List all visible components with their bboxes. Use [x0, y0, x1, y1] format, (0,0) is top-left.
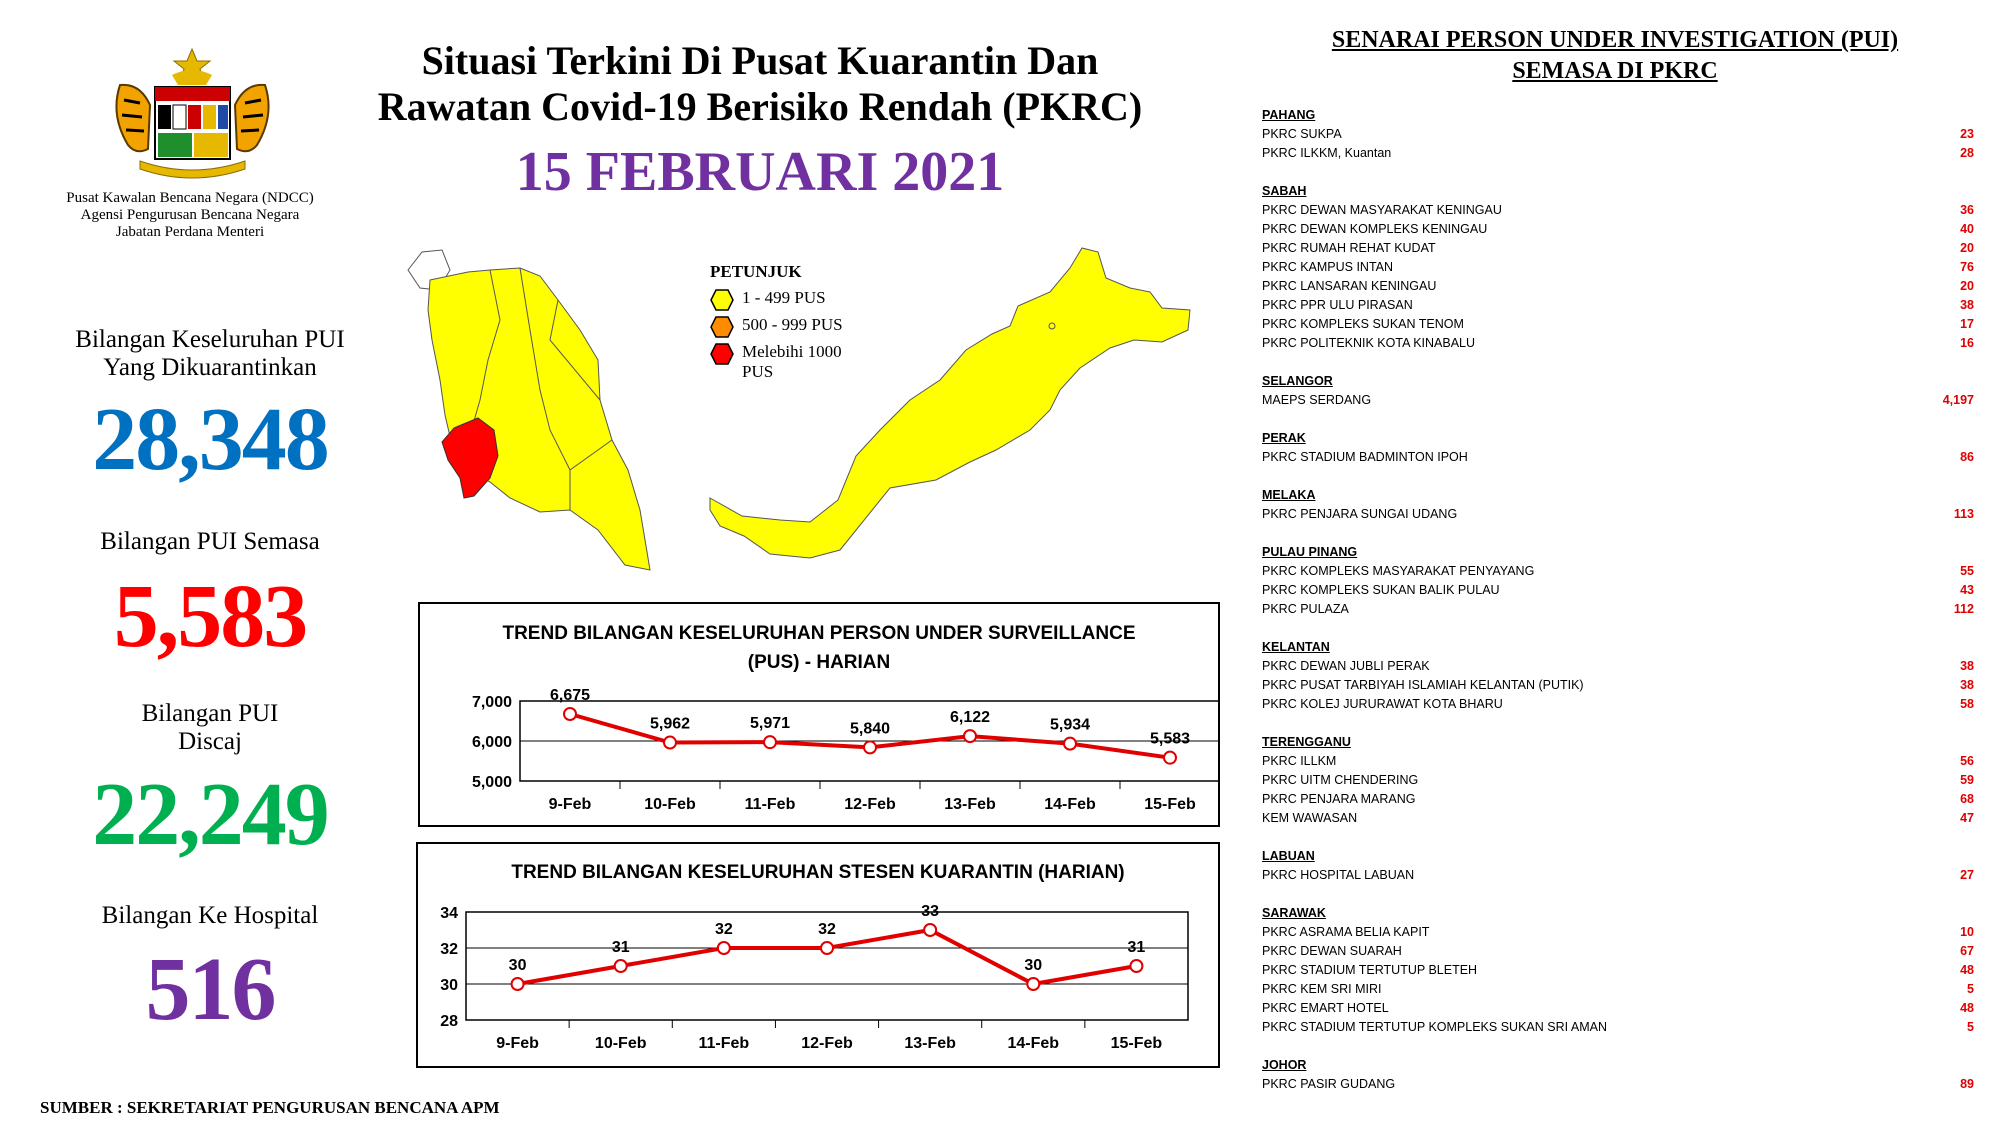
pus-chart-plot: [420, 604, 1218, 825]
y-tick-label: 32: [440, 941, 458, 958]
facility-name: MAEPS SERDANG: [1262, 393, 1372, 407]
hexagon-orange-icon: [710, 316, 734, 338]
state-heading: PAHANG: [1262, 108, 1316, 122]
data-point: [821, 942, 833, 954]
facility-name: PKRC STADIUM TERTUTUP BLETEH: [1262, 963, 1478, 977]
page-title-line2: Rawatan Covid-19 Berisiko Rendah (PKRC): [377, 84, 1143, 129]
facility-row: [1262, 315, 1974, 334]
pus-chart-title-line1: TREND BILANGAN KESELURUHAN PERSON UNDER SURVEILLANCE: [502, 623, 1136, 644]
facility-count: 48: [1960, 1001, 1974, 1015]
facility-row: [1262, 1075, 1974, 1094]
facility-name: PKRC DEWAN MASYARAKAT KENINGAU: [1262, 203, 1502, 217]
x-tick-label: 9-Feb: [548, 796, 592, 813]
facility-row: [1262, 220, 1974, 239]
labuan-island: [1049, 323, 1055, 329]
data-point: [664, 737, 676, 749]
facility-row: [1262, 942, 1974, 961]
y-tick-label: 28: [440, 1013, 458, 1030]
facility-name: PKRC PUSAT TARBIYAH ISLAMIAH KELANTAN (PUTIK): [1262, 678, 1584, 692]
station-chart-title: TREND BILANGAN KESELURUHAN STESEN KUARANTIN (HARIAN): [511, 862, 1125, 883]
facility-row: [1262, 125, 1974, 144]
facility-count: 20: [1960, 279, 1974, 293]
y-tick-label: 34: [440, 905, 458, 922]
facility-name: PKRC KOMPLEKS SUKAN TENOM: [1262, 317, 1464, 331]
discharged-pui-label-line1: Bilangan PUI: [141, 700, 279, 727]
facility-row: [1262, 657, 1974, 676]
x-tick-label: 10-Feb: [644, 796, 696, 813]
x-tick-label: 14-Feb: [1007, 1035, 1060, 1052]
facility-name: PKRC DEWAN JUBLI PERAK: [1262, 659, 1430, 673]
facility-row: [1262, 144, 1974, 163]
facility-count: 67: [1960, 944, 1974, 958]
page-title-line1: Situasi Terkini Di Pusat Kuarantin Dan: [421, 38, 1099, 83]
facility-row: [1262, 581, 1974, 600]
quarantine-station-trend-chart: [416, 842, 1220, 1068]
x-tick-label: 13-Feb: [904, 1035, 956, 1052]
pui-list: [1262, 106, 1974, 1094]
org-line-3: Jabatan Perdana Menteri: [115, 224, 265, 240]
x-tick-label: 9-Feb: [496, 1035, 539, 1052]
coat-of-arms-logo: [100, 45, 285, 180]
data-label: 31: [1127, 939, 1146, 956]
data-label: 5,583: [1149, 730, 1191, 748]
list-spacer: [1262, 353, 1974, 372]
list-spacer: [1262, 524, 1974, 543]
data-point: [764, 736, 776, 748]
facility-name: PKRC RUMAH REHAT KUDAT: [1262, 241, 1436, 255]
station-chart-plot: [418, 844, 1218, 1066]
series-line: [518, 930, 1137, 984]
hexagon-red-icon: [710, 343, 734, 365]
x-tick-label: 11-Feb: [698, 1035, 750, 1052]
pus-chart-title-line2: (PUS) - HARIAN: [747, 652, 891, 673]
pui-list-title: [1240, 25, 1990, 87]
facility-row: [1262, 277, 1974, 296]
facility-name: PKRC UITM CHENDERING: [1262, 773, 1419, 787]
facility-row: [1262, 676, 1974, 695]
legend-item-low: [710, 288, 910, 311]
hospital-label: Bilangan Ke Hospital: [101, 902, 319, 929]
data-label: 5,934: [1049, 716, 1091, 734]
facility-name: PKRC HOSPITAL LABUAN: [1262, 868, 1415, 882]
x-tick-label: 12-Feb: [844, 796, 896, 813]
x-tick-label: 15-Feb: [1144, 796, 1196, 813]
facility-row: [1262, 391, 1974, 410]
legend-item-medium-label: 500 - 999 PUS: [742, 315, 843, 334]
total-pui-value: 28,348: [92, 390, 328, 489]
map-legend: [710, 262, 910, 386]
y-tick-label: 7,000: [471, 694, 512, 711]
facility-count: 48: [1960, 963, 1974, 977]
facility-name: PKRC KOMPLEKS SUKAN BALIK PULAU: [1262, 583, 1500, 597]
facility-row: [1262, 866, 1974, 885]
x-tick-label: 12-Feb: [801, 1035, 853, 1052]
facility-count: 17: [1960, 317, 1974, 331]
list-spacer: [1262, 163, 1974, 182]
state-heading: SABAH: [1262, 184, 1307, 198]
state-heading: PERAK: [1262, 431, 1306, 445]
facility-count: 40: [1960, 222, 1974, 236]
state-heading: LABUAN: [1262, 849, 1315, 863]
facility-count: 23: [1960, 127, 1974, 141]
facility-count: 5: [1967, 982, 1974, 996]
legend-item-high: [710, 342, 910, 382]
facility-row: [1262, 999, 1974, 1018]
org-line-2: Agensi Pengurusan Bencana Negara: [80, 207, 300, 223]
facility-name: PKRC DEWAN KOMPLEKS KENINGAU: [1262, 222, 1488, 236]
x-tick-label: 11-Feb: [744, 796, 796, 813]
data-point: [1164, 752, 1176, 764]
data-label: 32: [818, 921, 836, 938]
discharged-pui-value: 22,249: [92, 765, 328, 864]
data-point: [1064, 738, 1076, 750]
facility-row: [1262, 258, 1974, 277]
facility-count: 38: [1960, 298, 1974, 312]
data-point: [1130, 960, 1142, 972]
facility-name: PKRC POLITEKNIK KOTA KINABALU: [1262, 336, 1476, 350]
x-tick-label: 10-Feb: [594, 1035, 647, 1052]
x-tick-label: 15-Feb: [1110, 1035, 1163, 1052]
facility-count: 47: [1960, 811, 1974, 825]
facility-name: PKRC STADIUM BADMINTON IPOH: [1262, 450, 1468, 464]
list-spacer: [1262, 467, 1974, 486]
org-line-1: Pusat Kawalan Bencana Negara (NDCC): [66, 190, 314, 206]
x-tick-label: 13-Feb: [944, 796, 996, 813]
facility-name: PKRC PPR ULU PIRASAN: [1262, 298, 1413, 312]
legend-item-high-label: Melebihi 1000 PUS: [742, 342, 842, 381]
facility-count: 89: [1960, 1077, 1974, 1091]
facility-row: [1262, 448, 1974, 467]
data-label: 6,675: [549, 687, 591, 704]
data-label: 30: [508, 957, 527, 974]
facility-count: 28: [1960, 146, 1974, 160]
facility-row: [1262, 980, 1974, 999]
facility-row: [1262, 809, 1974, 828]
facility-name: PKRC KAMPUS INTAN: [1262, 260, 1394, 274]
data-point: [512, 978, 524, 990]
facility-row: [1262, 600, 1974, 619]
facility-count: 4,197: [1942, 393, 1974, 407]
list-spacer: [1262, 828, 1974, 847]
facility-name: PKRC DEWAN SUARAH: [1262, 944, 1402, 958]
facility-count: 27: [1960, 868, 1974, 882]
facility-count: 56: [1960, 754, 1974, 768]
discharged-pui-label: [40, 700, 380, 756]
report-date: 15 FEBRUARI 2021: [515, 141, 1005, 203]
list-spacer: [1262, 885, 1974, 904]
source-note: SUMBER : SEKRETARIAT PENGURUSAN BENCANA APM: [40, 1098, 500, 1117]
facility-row: [1262, 923, 1974, 942]
pui-list-title-line2: SEMASA DI PKRC: [1512, 58, 1718, 84]
facility-name: PKRC KOMPLEKS MASYARAKAT PENYAYANG: [1262, 564, 1535, 578]
facility-name: KEM WAWASAN: [1262, 811, 1358, 825]
facility-count: 68: [1960, 792, 1974, 806]
facility-name: PKRC KEM SRI MIRI: [1262, 982, 1382, 996]
facility-count: 59: [1960, 773, 1974, 787]
facility-name: PKRC PENJARA MARANG: [1262, 792, 1416, 806]
total-pui-label: [40, 326, 380, 382]
x-tick-label: 14-Feb: [1044, 796, 1096, 813]
facility-count: 58: [1960, 697, 1974, 711]
list-spacer: [1262, 619, 1974, 638]
page-title: [360, 38, 1160, 130]
data-label: 33: [921, 903, 940, 920]
facility-name: PKRC KOLEJ JURURAWAT KOTA BHARU: [1262, 697, 1503, 711]
facility-count: 36: [1960, 203, 1974, 217]
facility-row: [1262, 961, 1974, 980]
facility-count: 20: [1960, 241, 1974, 255]
facility-row: [1262, 1018, 1974, 1037]
state-heading: KELANTAN: [1262, 640, 1330, 654]
facility-count: 86: [1960, 450, 1974, 464]
data-point: [615, 960, 627, 972]
facility-count: 113: [1953, 507, 1974, 521]
facility-count: 10: [1960, 925, 1974, 939]
facility-name: PKRC EMART HOTEL: [1262, 1001, 1389, 1015]
facility-row: [1262, 752, 1974, 771]
organization-info: [40, 190, 340, 241]
list-spacer: [1262, 410, 1974, 429]
total-pui-label-line2: Yang Dikuarantinkan: [103, 354, 317, 381]
list-spacer: [1262, 714, 1974, 733]
facility-name: PKRC PASIR GUDANG: [1262, 1077, 1396, 1091]
facility-count: 76: [1960, 260, 1974, 274]
state-heading: MELAKA: [1262, 488, 1316, 502]
facility-row: [1262, 505, 1974, 524]
peninsular-malaysia: [428, 268, 650, 570]
data-point: [1027, 978, 1039, 990]
data-point: [564, 708, 576, 720]
data-label: 5,840: [849, 720, 891, 738]
facility-name: PKRC ILLKM: [1262, 754, 1337, 768]
legend-item-medium: [710, 315, 910, 338]
facility-row: [1262, 239, 1974, 258]
state-heading: PULAU PINANG: [1262, 545, 1358, 559]
legend-title: PETUNJUK: [710, 262, 802, 281]
facility-name: PKRC PENJARA SUNGAI UDANG: [1262, 507, 1458, 521]
facility-row: [1262, 334, 1974, 353]
y-tick-label: 30: [440, 977, 458, 994]
data-label: 31: [611, 939, 630, 956]
legend-item-low-label: 1 - 499 PUS: [742, 288, 826, 307]
facility-count: 112: [1953, 602, 1974, 616]
current-pui-label: Bilangan PUI Semasa: [100, 528, 320, 555]
data-label: 32: [714, 921, 733, 938]
data-point: [864, 741, 876, 753]
facility-row: [1262, 201, 1974, 220]
hospital-value: 516: [145, 940, 275, 1039]
current-pui-value: 5,583: [113, 567, 307, 666]
facility-row: [1262, 790, 1974, 809]
data-label: 5,962: [649, 715, 691, 733]
state-heading: JOHOR: [1262, 1058, 1307, 1072]
total-pui-label-line1: Bilangan Keseluruhan PUI: [75, 326, 345, 353]
facility-row: [1262, 562, 1974, 581]
facility-count: 16: [1960, 336, 1974, 350]
state-heading: SARAWAK: [1262, 906, 1326, 920]
data-point: [964, 730, 976, 742]
data-label: 5,971: [749, 715, 791, 733]
facility-row: [1262, 771, 1974, 790]
facility-count: 43: [1960, 583, 1974, 597]
facility-name: PKRC ASRAMA BELIA KAPIT: [1262, 925, 1430, 939]
facility-count: 55: [1960, 564, 1974, 578]
facility-count: 5: [1967, 1020, 1974, 1034]
data-label: 30: [1024, 957, 1043, 974]
facility-name: PKRC SUKPA: [1262, 127, 1342, 141]
data-point: [718, 942, 730, 954]
hexagon-yellow-icon: [710, 289, 734, 311]
facility-row: [1262, 695, 1974, 714]
data-label: 6,122: [949, 709, 991, 727]
facility-count: 38: [1960, 659, 1974, 673]
y-tick-label: 5,000: [471, 774, 512, 791]
facility-name: PKRC LANSARAN KENINGAU: [1262, 279, 1437, 293]
facility-row: [1262, 296, 1974, 315]
y-tick-label: 6,000: [471, 734, 512, 751]
state-heading: SELANGOR: [1262, 374, 1333, 388]
discharged-pui-label-line2: Discaj: [178, 728, 242, 755]
pus-trend-chart: [418, 602, 1220, 827]
list-spacer: [1262, 1037, 1974, 1056]
pui-list-title-line1: SENARAI PERSON UNDER INVESTIGATION (PUI): [1331, 27, 1899, 53]
state-heading: TERENGGANU: [1262, 735, 1351, 749]
facility-name: PKRC STADIUM TERTUTUP KOMPLEKS SUKAN SRI AMAN: [1262, 1020, 1607, 1034]
facility-count: 38: [1960, 678, 1974, 692]
data-point: [924, 924, 936, 936]
facility-name: PKRC PULAZA: [1262, 602, 1349, 616]
facility-name: PKRC ILKKM, Kuantan: [1262, 146, 1392, 160]
